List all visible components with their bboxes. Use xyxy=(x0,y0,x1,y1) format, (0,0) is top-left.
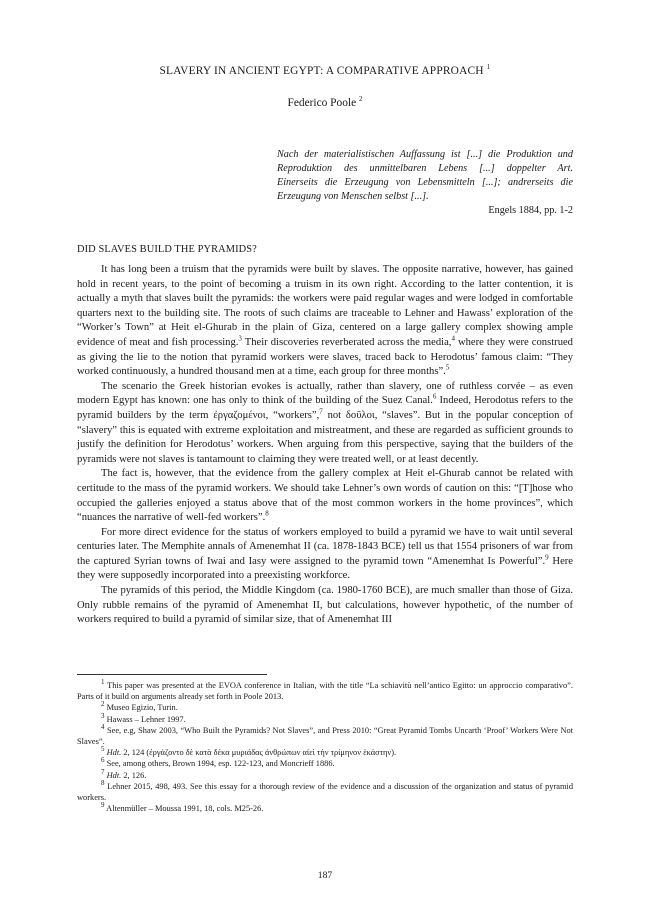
footnote-ref[interactable]: 4 xyxy=(451,334,455,343)
footnote: $^9$ Altenmüller – Moussa 1991, 18, cols. M25-26. xyxy=(101,801,264,814)
footnote: $^7$ Hdt. 2, 126. xyxy=(101,767,147,780)
footnote: $^6$ See, among others, Brown 1994, esp. 122-123, and Moncrieff 1886. xyxy=(101,756,335,769)
footnote: $^4$ See, e.g, Shaw 2003, “Who Built the Pyramids? Not Slaves”, and Press 2010: “Great Pyramid Tombs Uncarth ‘Proof’ Workers Were Not Slaves”. xyxy=(77,723,574,747)
footnote: $^1$ This paper was presented at the EVOA conference in Italian, with the title “La schiavitù nell’antico Egitto: un approccio comparativo”. Parts of it build on arguments already set forth in Poole 2013. xyxy=(77,678,573,702)
footnote-ref[interactable]: 6 xyxy=(432,392,437,401)
paragraph: For more direct evidence for the status of workers employed to build a pyramid we have to wait until several centuries later. The Memphite annals of Amenemhat II (ca. 1878-1843 BCE) tell us that 1554 prisoners of war from the captured Syrian towns of Iwai and Iasy were assigned to the pyramid town “Amenemhat Is Powerful”.$^9$ Here they were supposedly incorporated into a preexisting workforce. xyxy=(77,526,573,582)
footnote: $^2$ Museo Egizio, Turin. xyxy=(101,700,178,713)
footnote-ref[interactable]: 2 xyxy=(359,95,363,104)
footnote-ref[interactable]: 9 xyxy=(545,553,549,562)
epigraph-line: Nach der materialistischen Auffassung ist [...] die Produktion und xyxy=(277,149,573,160)
footnote: $^8$ Lehner 2015, 498, 493. See this essay for a thorough review of the evidence and a discussion of the organization and status of pyramid workers. xyxy=(77,779,574,803)
footnote-ref[interactable]: 3 xyxy=(238,334,242,343)
body-text xyxy=(77,263,573,628)
paragraph: The pyramids of this period, the Middle Kingdom (ca. 1980-1760 BCE), are much smaller than those of Giza. Only rubble remains of the pyramid of Amenemhat II, but calculations, however hypothetic, of the number of workers required to build a pyramid of similar size, that of Amenemhat III xyxy=(77,585,573,626)
paragraph: The fact is, however, that the evidence from the gallery complex at Heit el-Ghurab cannot be related with certitude to the mass of the pyramid workers. We should take Lehner’s own words of caution on this: “[T]hose who occupied the galleries enjoyed a status above that of the most common workers in the home provinces”, which “nuances the narrative of well-fed workers”.$^8$ xyxy=(77,468,573,524)
paragraph: The scenario the Greek historian evokes is actually, rather than slavery, one of ruthless corvée – as even modern Egypt has known: one has only to think of the building of the Suez Canal.$^6$ Indeed, Herodotus refers to the pyramid builders by the term ἐργαζομένοι, “workers”,$^7$ not δοῦλοι, “slaves”. But in the popular conception of “slavery” this is equated with extreme exploitation and mistreatment, and these are regarded as sufficient grounds to justify the definition for Herodotus’ workers. When arguing from this perspective, saying that the builders of the pyramids were not slaves is tantamount to claiming they were treated well, or at least decently. xyxy=(77,380,573,465)
author-name: Federico Poole $^2$ xyxy=(287,95,363,109)
footnote-ref[interactable]: 7 xyxy=(319,407,323,416)
paragraph: It has long been a truism that the pyramids were built by slaves. The opposite narrative, however, has gained hold in recent years, to the point of becoming a truism in its own right. According to the latter contention, it is actually a myth that slaves built the pyramids: the workers were paid regular wages and were lodged in comfortable quarters next to the building site. The roots of such claims are traceable to Lehner and Hawass’ exploration of the “Worker’s Town” at Heit el-Ghurab in the plain of Giza, centered on a large gallery complex showing ample evidence of meat and fish processing.$^3$ Their discoveries reverberated across the media,$^4$ where they were construed as giving the lie to the notion that pyramid workers were slaves, traced back to Herodotus’ famous claim: “They worked continuously, a hundred thousand men at a time, each group for three months”.$^5$ xyxy=(77,264,573,378)
section-heading: DID SLAVES BUILD THE PYRAMIDS? xyxy=(77,244,257,255)
footnote-ref[interactable]: 8 xyxy=(265,509,269,518)
epigraph-source: Engels 1884, pp. 1-2 xyxy=(488,205,573,216)
page-number: 187 xyxy=(317,870,333,881)
epigraph-line: Einerseits die Erzeugung von Lebensmitteln [...]; andrerseits die xyxy=(277,177,573,188)
article-title: SLAVERY IN ANCIENT EGYPT: A COMPARATIVE APPROACH $^1$ xyxy=(159,63,491,77)
footnote-ref[interactable]: 1 xyxy=(486,63,491,72)
epigraph-line: Erzeugung von Menschen selbst [...]. xyxy=(277,191,429,202)
footnotes xyxy=(77,680,573,814)
footnote: $^3$ Hawass – Lehner 1997. xyxy=(101,711,186,724)
footnote: $^5$ Hdt. 2, 124 (ἐργάζοντο δὲ κατὰ δέκα μυριάδας ἀνθρώπων αἰεὶ τὴν τρίμηνον ἑκάστην). xyxy=(101,745,397,758)
footnote-ref[interactable]: 5 xyxy=(445,363,450,372)
epigraph-line: Reproduktion des unmittelbaren Lebens [...] doppelter Art. xyxy=(277,163,573,174)
footnote-divider xyxy=(77,674,267,675)
epigraph-quote xyxy=(277,148,573,204)
